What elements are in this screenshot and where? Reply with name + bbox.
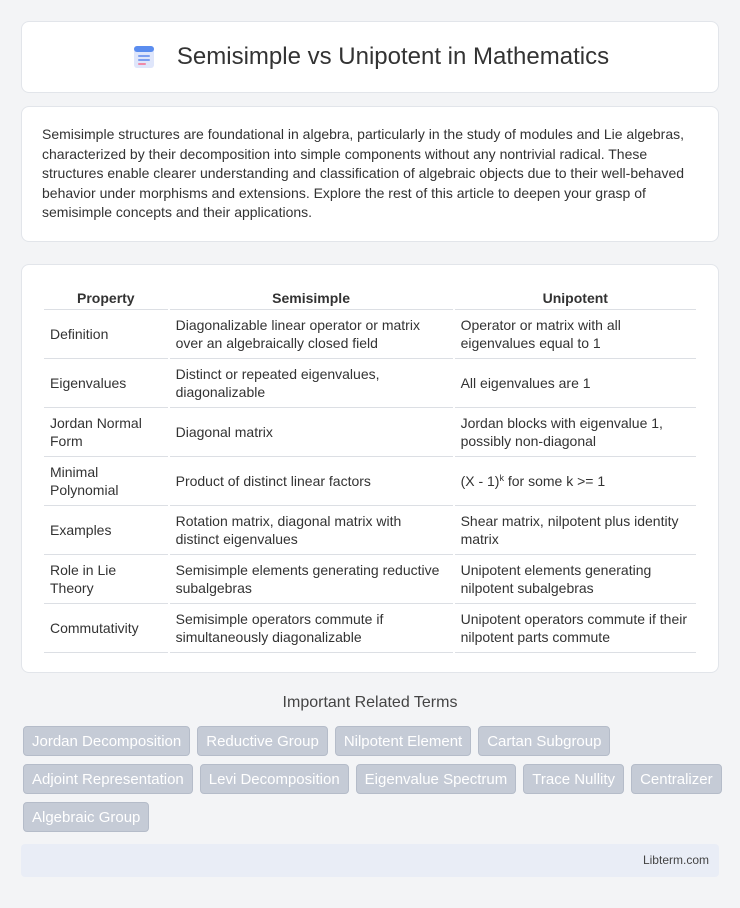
related-terms-title: Important Related Terms [282,694,458,711]
header-property: Property [44,285,168,310]
cell-semisimple: Diagonal matrix [170,408,453,457]
header-card [21,21,719,93]
cell-unipotent: Operator or matrix with all eigenvalues equal to 1 [455,310,696,359]
document-icon [131,44,157,70]
cell-property: Role in Lie Theory [44,555,168,604]
cell-property: Commutativity [44,604,168,653]
comparison-card [21,264,719,673]
comparison-table [42,285,698,653]
intro-card [21,106,719,242]
related-term-tag[interactable]: Levi Decomposition [200,764,349,794]
table-row [44,506,696,555]
intro-paragraph: Semisimple structures are foundational in algebra, particularly in the study of modules and Lie algebras, characterized by their decomposition into simple components without any nontrivial radical. These structures enable clearer understanding and classification of algebraic objects due to their well-behaved behavior under morphisms and extensions. Explore the rest of this article to deepen your grasp of semisimple concepts and their applications. [42,126,685,220]
header-unipotent: Unipotent [455,285,696,310]
header-semisimple: Semisimple [170,285,453,310]
cell-semisimple: Semisimple operators commute if simultaneously diagonalizable [170,604,453,653]
cell-unipotent: Unipotent elements generating nilpotent subalgebras [455,555,696,604]
related-term-tag[interactable]: Algebraic Group [23,802,149,832]
cell-semisimple: Diagonalizable linear operator or matrix over an algebraically closed field [170,310,453,359]
cell-unipotent: Unipotent operators commute if their nilpotent parts commute [455,604,696,653]
cell-property: Examples [44,506,168,555]
related-term-tag[interactable]: Centralizer [631,764,722,794]
cell-semisimple: Semisimple elements generating reductive subalgebras [170,555,453,604]
related-term-tag[interactable]: Reductive Group [197,726,328,756]
minpoly-suffix: for some k >= 1 [503,473,606,489]
table-row [44,555,696,604]
related-term-tag[interactable]: Trace Nullity [523,764,624,794]
footer [21,844,719,877]
related-term-tag[interactable]: Adjoint Representation [23,764,193,794]
cell-unipotent: Jordan blocks with eigenvalue 1, possibly non-diagonal [455,408,696,457]
cell-unipotent: Shear matrix, nilpotent plus identity matrix [455,506,696,555]
cell-property: Minimal Polynomial [44,457,168,506]
cell-semisimple: Distinct or repeated eigenvalues, diagonalizable [170,359,453,408]
cell-property: Definition [44,310,168,359]
related-term-tag[interactable]: Eigenvalue Spectrum [356,764,517,794]
cell-unipotent [455,457,696,506]
cell-property: Jordan Normal Form [44,408,168,457]
cell-property: Eigenvalues [44,359,168,408]
table-row [44,359,696,408]
page-title: Semisimple vs Unipotent in Mathematics [176,43,610,70]
cell-semisimple: Product of distinct linear factors [170,457,453,506]
table-row [44,310,696,359]
related-term-tag[interactable]: Jordan Decomposition [23,726,190,756]
minpoly-exponent: k [499,473,504,483]
table-header-row [44,285,696,310]
minpoly-base: (X - 1) [460,473,500,489]
cell-semisimple: Rotation matrix, diagonal matrix with distinct eigenvalues [170,506,453,555]
table-row [44,604,696,653]
footer-site-link[interactable]: Libterm.com [642,853,709,867]
related-term-tag[interactable]: Nilpotent Element [335,726,471,756]
table-row [44,408,696,457]
related-terms-list [23,726,723,832]
cell-unipotent: All eigenvalues are 1 [455,359,696,408]
related-term-tag[interactable]: Cartan Subgroup [478,726,610,756]
table-row [44,457,696,506]
